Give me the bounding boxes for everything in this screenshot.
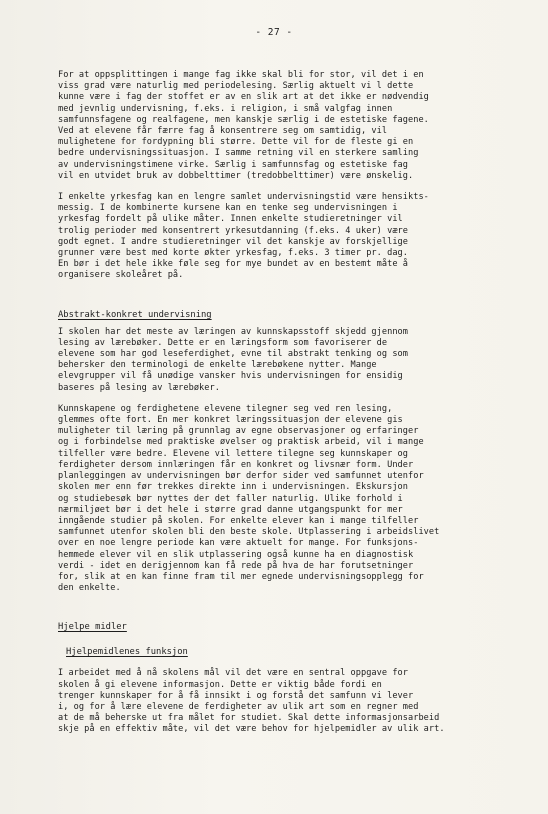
text-line: En bør i det hele ikke føle seg for mye bundet av en bestemt måte å <box>58 259 408 270</box>
text-line: og studiebesøk bør nyttes der det faller naturlig. Ulike forhold i <box>58 493 403 504</box>
text-line: at de må beherske ut fra målet for studiet. Skal dette informasjonsarbeid <box>58 713 440 724</box>
text-line: viss grad være naturlig med periodelesing. Særlig aktuelt vi l dette <box>58 81 414 92</box>
text-line: trenger kunnskaper for å få innsikt i og forstå det samfunn vi lever <box>58 690 414 701</box>
text-line: og i forbindelse med praktiske øvelser og praktisk arbeid, vil i mange <box>58 437 424 448</box>
section-heading: Hjelpe midler <box>58 622 127 633</box>
text-line: I arbeidet med å nå skolens mål vil det være en sentral oppgave for <box>58 668 408 679</box>
text-line: over en noe lengre periode kan være aktuelt for mange. For funksjons- <box>58 538 419 549</box>
text-line: organisere skoleåret på. <box>58 270 184 281</box>
paragraph <box>58 668 474 735</box>
text-line: samfunnsfagene og realfagene, men kanskje særlig i de estetiske fagene. <box>58 114 429 125</box>
text-line: i, og for å lære elevene de ferdigheter av ulik art som en regner med <box>58 701 419 712</box>
text-line: nærmiljøet bør i det hele i større grad danne utgangspunkt for mer <box>58 504 403 515</box>
text-line: skolen å gi elevene informasjon. Dette er viktig både fordi en <box>58 679 382 690</box>
text-line: elevgrupper vil få unødige vansker hvis undervisningen for ensidig <box>58 371 403 382</box>
text-line: bedre undervisningssituasjon. I samme retning vil en sterkere samling <box>58 148 419 159</box>
text-line: I enkelte yrkesfag kan en lengre samlet undervisningstid være hensikts- <box>58 192 429 203</box>
text-line: godt egnet. I andre studieretninger vil det kanskje av forskjellige <box>58 236 408 247</box>
text-line: glemmes ofte fort. En mer konkret læringssituasjon der elevene gis <box>58 415 403 426</box>
document-body <box>58 70 474 736</box>
text-line: ferdigheter dersom innlæringen får en konkret og livsnær form. Under <box>58 459 414 470</box>
text-line: yrkesfag fordelt på ulike måter. Innen enkelte studieretninger vil <box>58 214 403 225</box>
text-line: den enkelte. <box>58 583 121 594</box>
text-line: av undervisningstimene virke. Særlig i samfunnsfag og estetiske fag <box>58 159 408 170</box>
section-heading: Abstrakt-konkret undervisning <box>58 309 212 320</box>
text-line: vil en utvidet bruk av dobbelttimer (tredobbelttimer) være ønskelig. <box>58 170 414 181</box>
text-line: skje på en effektiv måte, vil det være behov for hjelpemidler av ulik art. <box>58 724 445 735</box>
text-line: trolig perioder med konsentrert yrkesutdanning (f.eks. 4 uker) være <box>58 225 408 236</box>
paragraph <box>58 192 474 282</box>
paragraph <box>58 404 474 594</box>
text-line: Kunnskapene og ferdighetene elevene tilegner seg ved ren lesing, <box>58 403 393 414</box>
text-line: for, slik at en kan finne fram til mer egnede undervisningsopplegg for <box>58 571 424 582</box>
text-line: muligheter til læring på grunnlag av egne observasjoner og erfaringer <box>58 426 419 437</box>
text-line: grunner være best med korte økter yrkesfag, f.eks. 3 timer pr. dag. <box>58 248 408 259</box>
text-line: samfunnet utenfor skolen bli den beste skole. Utplassering i arbeidslivet <box>58 527 440 538</box>
text-line: elevene som har god leseferdighet, evne til abstrakt tenking og som <box>58 349 408 360</box>
paragraph <box>58 327 474 394</box>
text-line: For at oppsplittingen i mange fag ikke skal bli for stor, vil det i en <box>58 70 424 80</box>
text-line: planleggingen av undervisningen bør derfor sider ved samfunnet utenfor <box>58 471 424 482</box>
text-line: kunne være i fag der stoffet er av en slik art at det ikke er nødvendig <box>58 92 429 103</box>
text-line: behersker den terminologi de enkelte lærebøkene nytter. Mange <box>58 360 377 371</box>
paragraph <box>58 70 474 182</box>
text-line: skolen mer enn før trekkes direkte inn i undervisningen. Ekskursjon <box>58 482 408 493</box>
text-line: inngående studier på skolen. For enkelte elever kan i mange tilfeller <box>58 515 419 526</box>
text-line: mulighetene for fordypning bli større. Dette vil for de fleste gi en <box>58 137 414 148</box>
text-line: Ved at elevene får færre fag å konsentrere seg om samtidig, vil <box>58 126 388 137</box>
subsection-heading: Hjelpemidlenes funksjon <box>66 647 188 658</box>
text-line: med jevnlig undervisning, f.eks. i religion, i små valgfag innen <box>58 103 393 114</box>
text-line: tilfeller være bedre. Elevene vil lettere tilegne seg kunnskaper og <box>58 448 408 459</box>
page-number: - 27 - <box>255 27 293 38</box>
text-line: baseres på lesing av lærebøker. <box>58 382 220 393</box>
text-line: messig. I de kombinerte kursene kan en tenke seg undervisningen i <box>58 203 398 214</box>
text-line: hemmede elever vil en slik utplassering også kunne ha en diagnostisk <box>58 549 414 560</box>
text-line: verdi - idet en derigjennom kan få rede på hva de har forutsetninger <box>58 560 414 571</box>
text-line: I skolen har det meste av læringen av kunnskapsstoff skjedd gjennom <box>58 326 408 337</box>
text-line: lesing av lærebøker. Dette er en læringsform som favoriserer de <box>58 337 388 348</box>
